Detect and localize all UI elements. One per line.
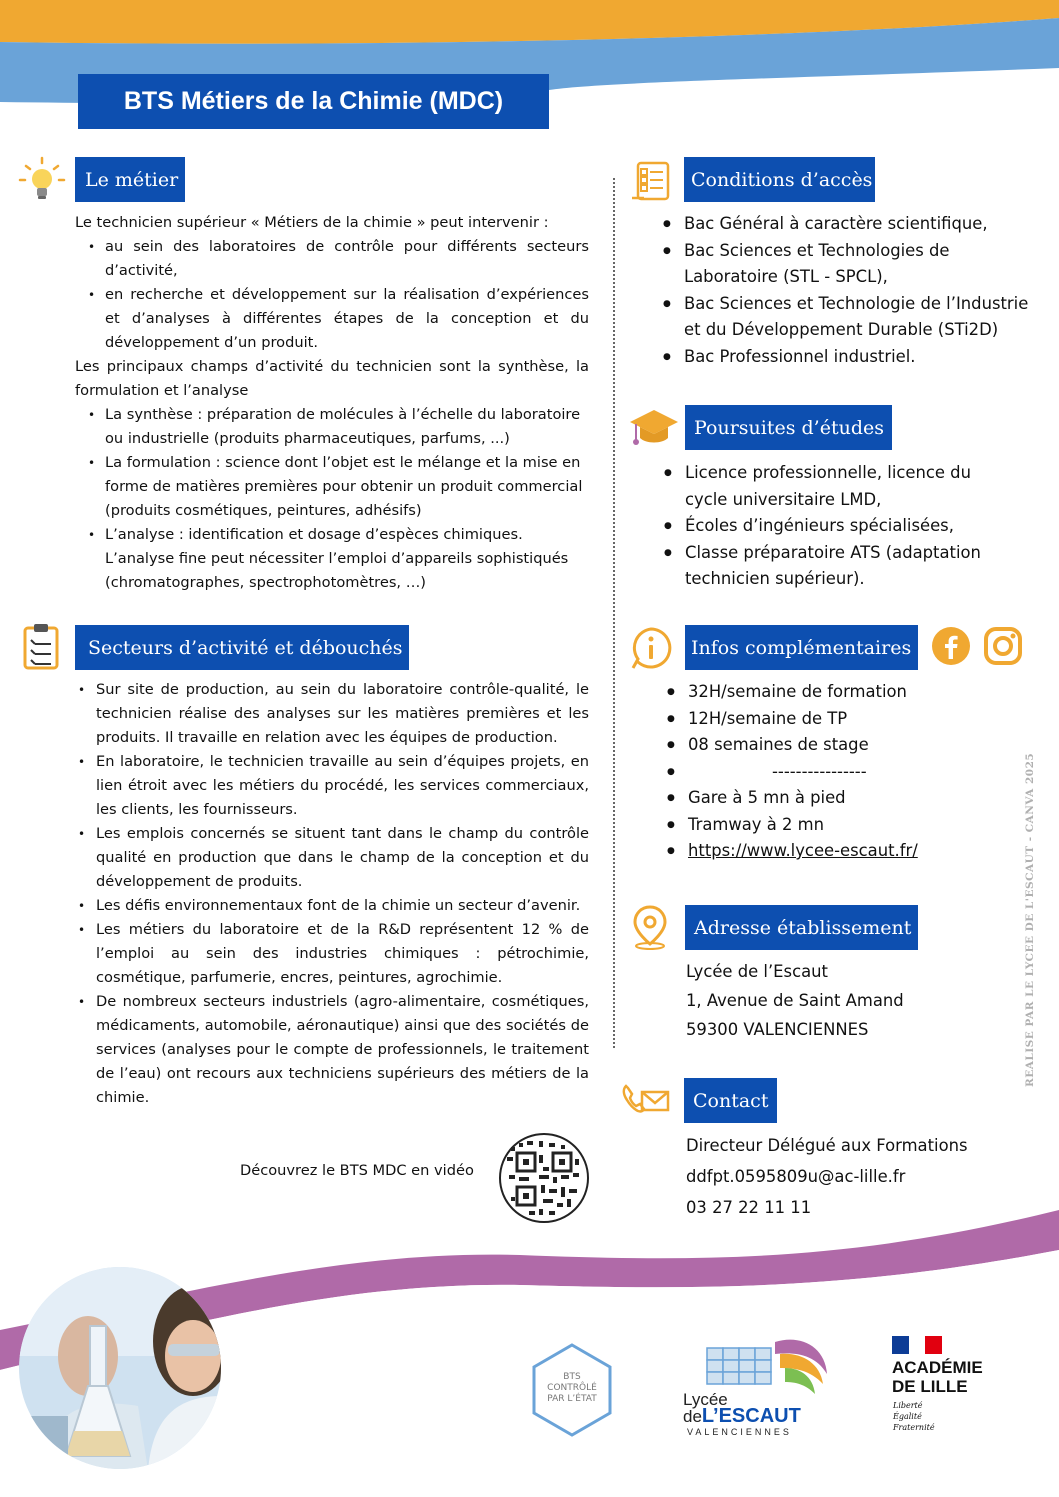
poursuites-list <box>654 460 984 593</box>
info-icon <box>629 626 673 670</box>
list-item: • Les emplois concernés se situent tant dans le champ du contrôle qualité en production que dans le champ de la conception et du développement de produits. <box>75 822 589 894</box>
instagram-icon[interactable] <box>983 626 1023 666</box>
list-item: • La synthèse : préparation de molécules à l’échelle du laboratoire ou industrielle (produits pharmaceutiques, parfums, ...) <box>75 403 589 451</box>
mail-phone-icon <box>620 1080 672 1120</box>
metier-list-2 <box>75 403 589 595</box>
adresse-block <box>686 957 904 1044</box>
list-item: ● 12H/semaine de TP <box>657 706 987 733</box>
list-item: ● Gare à 5 mn à pied <box>657 785 987 812</box>
list-item: ● 32H/semaine de formation <box>657 679 987 706</box>
adresse-line: Lycée de l’Escaut <box>686 962 828 981</box>
list-item: ● Tramway à 2 mn <box>657 812 987 839</box>
website-link[interactable]: https://www.lycee-escaut.fr/ <box>688 841 918 860</box>
list-item: ● Licence professionnelle, licence du cycle universitaire LMD, <box>654 460 984 513</box>
lycee-logo-line: L’ESCAUT <box>701 1405 801 1427</box>
list-item: ● 08 semaines de stage <box>657 732 987 759</box>
conditions-list <box>653 211 1033 370</box>
metier-list <box>75 235 589 355</box>
marianne-flag <box>892 1336 942 1354</box>
section-title-adresse: Adresse établissement <box>685 905 918 950</box>
bts-badge-line: PAR L’ÉTAT <box>547 1394 597 1404</box>
metier-content <box>75 211 589 595</box>
certificate-icon <box>630 160 674 202</box>
list-item: • En laboratoire, le technicien travaille au sein d’équipes projets, en lien étroit avec les métiers du procédé, les services commerciaux, les clients, les fournisseurs. <box>75 750 589 822</box>
academie-motto <box>893 1400 935 1433</box>
motto-line: Égalité <box>893 1412 922 1421</box>
adresse-line: 59300 VALENCIENNES <box>686 1020 869 1039</box>
lycee-logo-city: VALENCIENNES <box>687 1427 792 1437</box>
section-title-contact: Contact <box>684 1078 777 1123</box>
list-item: • L’analyse : identification et dosage d’espèces chimiques. L’analyse fine peut nécessiter l’emploi d’appareils sophistiqués (chromatographes, spectrophotomètres, …) <box>75 523 589 595</box>
list-item: • en recherche et développement sur la réalisation d’expériences et d’analyses à différentes étapes de la conception et du développement d’un produit. <box>75 283 589 355</box>
list-item: • De nombreux secteurs industriels (agro-alimentaire, cosmétiques, médicaments, automobile, aéronautique) ainsi que des sociétés de services (analyses pour le compte de professionnels, le traitement de l’eau) ont recours aux techniciens supérieurs des métiers de la chimie. <box>75 990 589 1110</box>
qr-code[interactable] <box>499 1133 589 1223</box>
metier-para2: Les principaux champs d’activité du technicien sont la synthèse, la formulation et l’analyse <box>75 358 589 399</box>
section-title-secteurs: Secteurs d’activité et débouchés <box>75 625 409 670</box>
contact-block <box>686 1130 968 1223</box>
list-item: • Sur site de production, au sein du laboratoire contrôle-qualité, le technicien réalise des analyses sur les matières premières et les produits. Il travaille en relation avec les équipes de production. <box>75 678 589 750</box>
contact-email[interactable]: ddfpt.0595809u@ac-lille.fr <box>686 1167 906 1186</box>
section-title-metier: Le métier <box>75 157 185 202</box>
lycee-logo-line: Lycée <box>683 1390 728 1409</box>
academie-line: ACADÉMIE <box>892 1358 983 1377</box>
graduation-cap-icon <box>628 406 680 450</box>
facebook-icon[interactable] <box>931 626 971 666</box>
adresse-line: 1, Avenue de Saint Amand <box>686 991 904 1010</box>
lycee-logo-line: de <box>683 1407 702 1426</box>
contact-line: Directeur Délégué aux Formations <box>686 1136 968 1155</box>
motto-line: Liberté <box>893 1401 923 1410</box>
page-title: BTS Métiers de la Chimie (MDC) <box>78 74 549 129</box>
academie-logo-text <box>892 1358 983 1396</box>
secteurs-list <box>75 678 589 1110</box>
bts-badge-text <box>530 1372 614 1405</box>
video-label: Découvrez le BTS MDC en vidéo <box>240 1162 474 1179</box>
infos-list <box>657 679 987 865</box>
lab-photo <box>18 1266 222 1470</box>
list-item: ● Classe préparatoire ATS (adaptation technicien supérieur). <box>654 540 984 593</box>
list-item: ● Écoles d’ingénieurs spécialisées, <box>654 513 984 540</box>
list-item: ● ---------------- <box>657 759 987 786</box>
contact-phone: 03 27 22 11 11 <box>686 1198 812 1217</box>
list-item: ● Bac Sciences et Technologies de Laboratoire (STL - SPCL), <box>653 238 1033 291</box>
section-title-conditions: Conditions d’accès <box>684 157 875 202</box>
secteurs-content <box>75 678 589 1110</box>
list-item <box>657 838 987 865</box>
section-title-poursuites: Poursuites d’études <box>685 405 892 450</box>
column-divider <box>613 178 615 1048</box>
section-title-infos: Infos complémentaires <box>685 625 918 670</box>
list-item: • La formulation : science dont l’objet est le mélange et la mise en forme de matières premières pour obtenir un produit commercial (produits cosmétiques, peintures, adhésifs) <box>75 451 589 523</box>
list-item: ● Bac Sciences et Technologie de l’Industrie et du Développement Durable (STi2D) <box>653 291 1033 344</box>
list-item: ● Bac Général à caractère scientifique, <box>653 211 1033 238</box>
metier-intro: Le technicien supérieur « Métiers de la chimie » peut intervenir : <box>75 214 549 231</box>
motto-line: Fraternité <box>893 1423 935 1432</box>
academie-line: DE LILLE <box>892 1377 968 1396</box>
lightbulb-icon <box>18 156 66 204</box>
location-pin-icon <box>628 904 672 950</box>
list-item: • Les défis environnementaux font de la chimie un secteur d’avenir. <box>75 894 589 918</box>
list-item: • au sein des laboratoires de contrôle pour différents secteurs d’activité, <box>75 235 589 283</box>
list-item: ● Bac Professionnel industriel. <box>653 344 1033 371</box>
bts-badge-line: CONTRÔLÉ <box>547 1383 597 1393</box>
bts-badge-line: BTS <box>563 1372 581 1382</box>
lycee-logo-name <box>683 1406 801 1428</box>
clipboard-icon <box>22 622 62 672</box>
list-item: • Les métiers du laboratoire et de la R&D représentent 12 % de l’emploi au sein des industries chimiques : pétrochimie, cosmétique, parfumerie, encres, peintures, agrochimie. <box>75 918 589 990</box>
vertical-credit: REALISE PAR LE LYCEE DE L'ESCAUT - CANVA 2025 <box>1024 752 1036 1088</box>
